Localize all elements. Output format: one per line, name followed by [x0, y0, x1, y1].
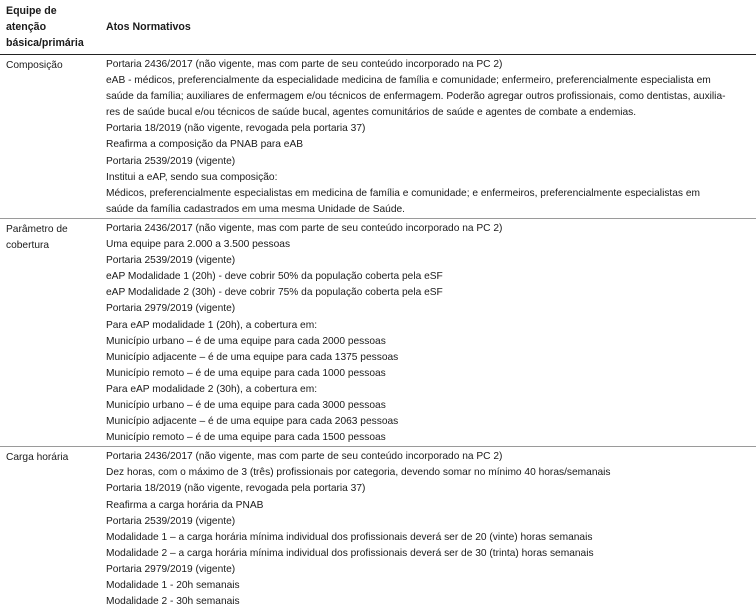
- table-row: [0, 447, 756, 610]
- act-line: Município urbano – é de uma equipe para cada 3000 pessoas: [106, 399, 386, 411]
- act-line: Para eAP modalidade 1 (20h), a cobertura em:: [106, 319, 318, 331]
- header-team-type: Equipe de atenção básica/primária: [0, 0, 98, 55]
- table-row: [0, 55, 756, 219]
- act-line: Médicos, preferencialmente especialistas em medicina de família e comunidade; e enfermeiros, preferencialmente especialistas em: [106, 187, 700, 199]
- act-line: Institui a eAP, sendo sua composição:: [106, 171, 278, 183]
- act-line: Portaria 2539/2019 (vigente): [106, 255, 236, 267]
- act-line: Modalidade 1 – a carga horária mínima individual dos profissionais deverá ser de 20 (vinte) horas semanais: [106, 531, 593, 543]
- act-line: eAB - médicos, preferencialmente da especialidade medicina de família e comunidade; enfermeiro, preferencialmente especialista em: [106, 75, 711, 87]
- act-line: Município remoto – é de uma equipe para cada 1500 pessoas: [106, 432, 386, 444]
- act-line: Reafirma a composição da PNAB para eAB: [106, 139, 304, 151]
- act-line: saúde da família; auxiliares de enfermagem e/ou técnicos de enfermagem. Poderão agregar outros profissionais, como dentistas, auxilia-: [106, 91, 726, 103]
- act-line: Portaria 2436/2017 (não vigente, mas com parte de seu conteúdo incorporado na PC 2): [106, 59, 503, 70]
- act-line: Modalidade 2 - 30h semanais: [106, 596, 240, 608]
- act-line: Reafirma a carga horária da PNAB: [106, 499, 264, 511]
- row-category: Parâmetro de cobertura: [6, 223, 68, 252]
- act-line: Portaria 2979/2019 (vigente): [106, 563, 236, 575]
- act-line: Portaria 2539/2019 (vigente): [106, 155, 236, 167]
- act-line: Portaria 2436/2017 (não vigente, mas com parte de seu conteúdo incorporado na PC 2): [106, 222, 503, 234]
- act-line: Município adjacente – é de uma equipe para cada 1375 pessoas: [106, 351, 399, 363]
- act-line: saúde da família cadastrados em uma mesma Unidade de Saúde.: [106, 203, 406, 215]
- act-line: Portaria 18/2019 (não vigente, revogada pela portaria 37): [106, 483, 366, 495]
- act-line: Portaria 2979/2019 (vigente): [106, 303, 236, 315]
- row-category: Composição: [6, 60, 63, 71]
- act-line: Para eAP modalidade 2 (30h), a cobertura em:: [106, 383, 318, 395]
- act-line: Modalidade 2 – a carga horária mínima individual dos profissionais deverá ser de 30 (trinta) horas semanais: [106, 547, 594, 559]
- row-category: Carga horária: [6, 452, 69, 464]
- table-row: [0, 218, 756, 446]
- row-acts: [98, 447, 756, 610]
- act-line: Portaria 18/2019 (não vigente, revogada pela portaria 37): [106, 123, 366, 135]
- act-line: Dez horas, com o máximo de 3 (três) profissionais por categoria, devendo somar no mínimo 40 horas/semanais: [106, 467, 611, 479]
- act-line: Portaria 2436/2017 (não vigente, mas com parte de seu conteúdo incorporado na PC 2): [106, 451, 503, 463]
- act-line: Portaria 2539/2019 (vigente): [106, 515, 236, 527]
- act-line: Município remoto – é de uma equipe para cada 1000 pessoas: [106, 367, 386, 379]
- row-acts: [98, 55, 756, 219]
- row-acts: [98, 218, 756, 446]
- act-line: Uma equipe para 2.000 a 3.500 pessoas: [106, 239, 291, 251]
- act-line: Município urbano – é de uma equipe para cada 2000 pessoas: [106, 335, 386, 347]
- act-line: eAP Modalidade 2 (30h) - deve cobrir 75% da população coberta pela eSF: [106, 287, 443, 299]
- table-header-row: [0, 0, 756, 55]
- act-line: Modalidade 1 - 20h semanais: [106, 580, 240, 591]
- act-line: res de saúde bucal e/ou técnicos de saúde bucal, agentes comunitários de saúde e agentes de combate a endemias.: [106, 107, 637, 119]
- header-normative-acts: Atos Normativos: [98, 0, 756, 55]
- act-line: Município adjacente – é de uma equipe para cada 2063 pessoas: [106, 416, 399, 428]
- act-line: eAP Modalidade 1 (20h) - deve cobrir 50% da população coberta pela eSF: [106, 271, 443, 283]
